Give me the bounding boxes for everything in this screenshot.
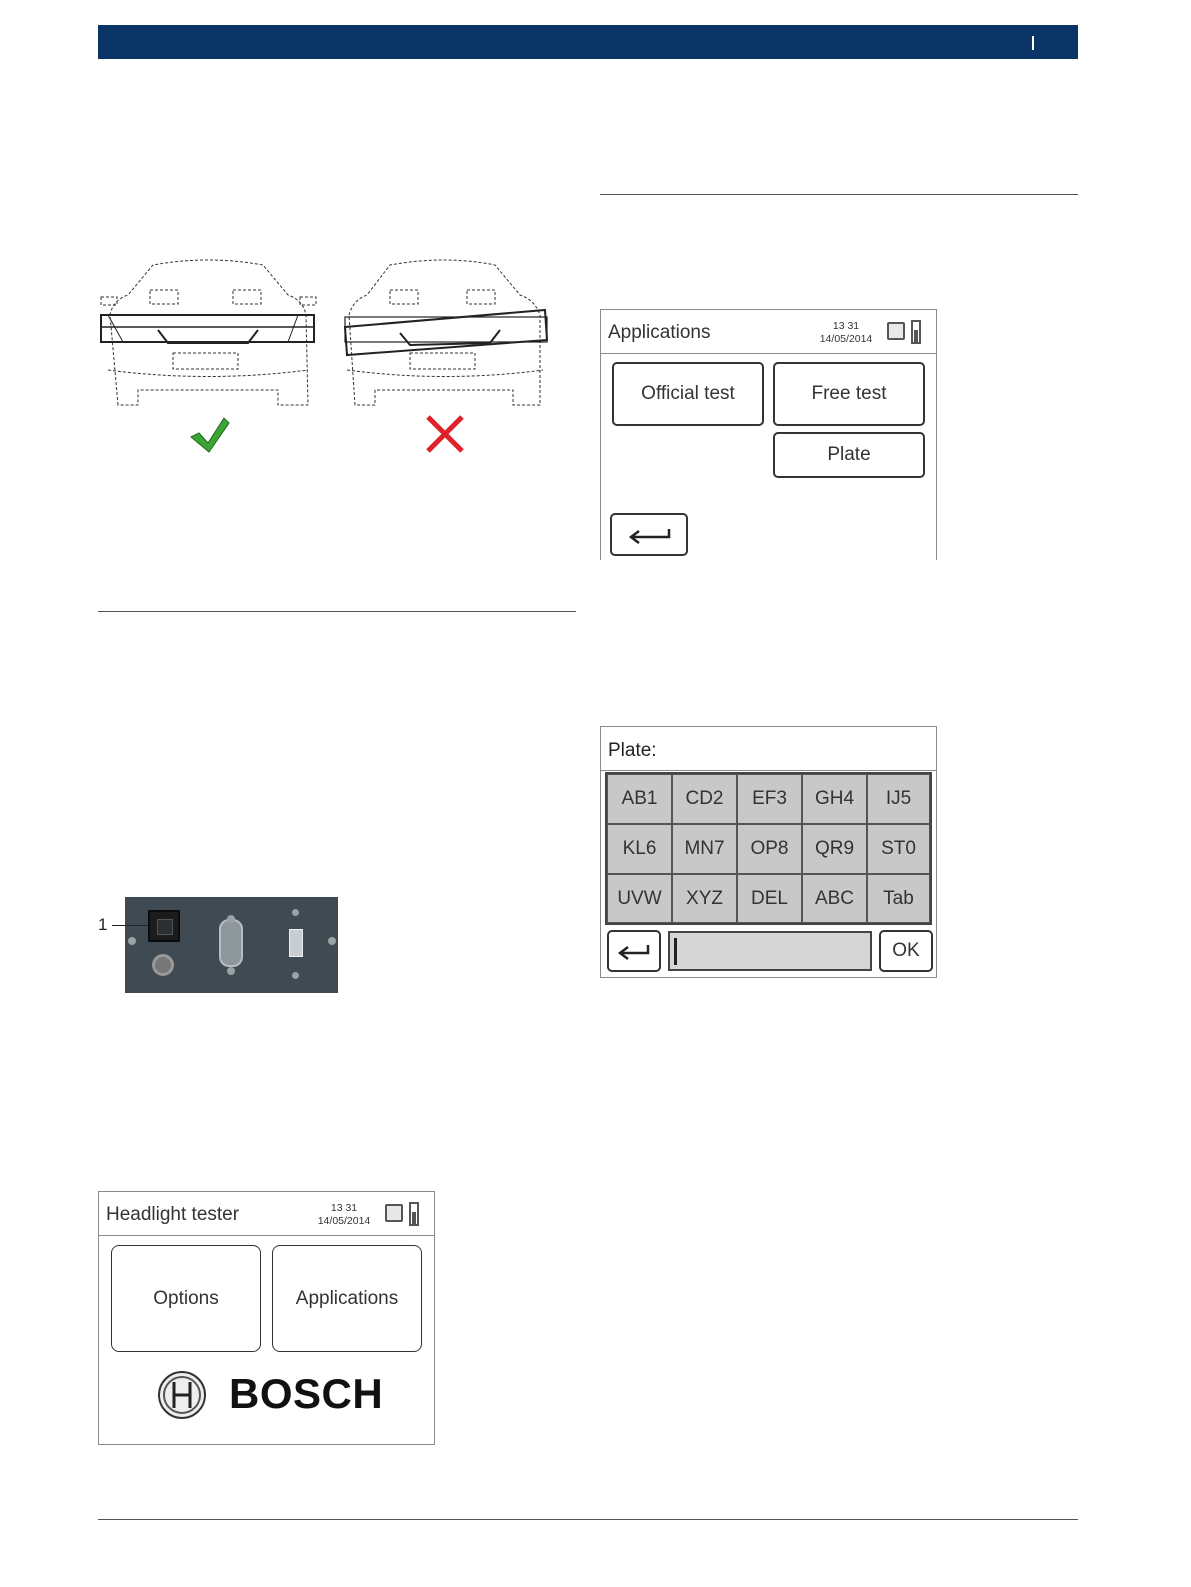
key[interactable]: MN7 [672,824,737,874]
key[interactable]: UVW [607,874,672,923]
screw-icon [227,915,235,923]
key-abc[interactable]: ABC [802,874,867,923]
callout-number: 1 [98,915,108,934]
clock-time: 13 31 [330,1202,358,1214]
key[interactable]: XYZ [672,874,737,923]
clock-time: 13 31 [832,320,860,332]
text-cursor [674,938,677,965]
screen-title: Applications [608,322,711,343]
round-connector-icon[interactable] [152,954,174,976]
pc-icon [887,322,905,340]
key[interactable]: QR9 [802,824,867,874]
key[interactable]: ST0 [867,824,930,874]
battery-icon [911,320,921,344]
back-button[interactable] [607,930,661,972]
plate-label: Plate: [608,740,657,761]
applications-titlebar [601,310,936,354]
screw-icon [292,972,299,979]
applications-screen [600,309,937,560]
official-test-button[interactable]: Official test [612,362,764,426]
pc-icon [385,1204,403,1222]
ok-button[interactable]: OK [879,930,933,972]
key[interactable]: AB1 [607,774,672,824]
key[interactable]: EF3 [737,774,802,824]
key-tab[interactable]: Tab [867,874,930,923]
car-rear-incorrect-icon [347,260,543,405]
alignment-figure [98,255,558,460]
headlight-titlebar [99,1192,434,1236]
clock [309,1202,379,1228]
keyboard [605,772,932,925]
header-bar [98,25,1078,59]
key-del[interactable]: DEL [737,874,802,923]
bosch-logo-icon [157,1370,207,1420]
free-test-button[interactable]: Free test [773,362,925,426]
applications-button[interactable]: Applications [272,1245,422,1352]
brand-wordmark: BOSCH [229,1370,384,1417]
options-button[interactable]: Options [111,1245,261,1352]
screen-title: Headlight tester [106,1204,240,1225]
clock-date: 14/05/2014 [819,333,873,345]
headlight-screen [98,1191,435,1445]
section-rule-right [600,194,1078,195]
key[interactable]: KL6 [607,824,672,874]
clock [811,320,881,346]
serial-port-icon[interactable] [219,919,243,967]
header-separator [1032,36,1034,50]
screw-icon [128,937,136,945]
plate-input[interactable] [668,931,872,971]
power-button-icon[interactable] [148,910,180,942]
checkmark-icon [191,418,229,452]
enter-arrow-icon [625,525,673,545]
plate-screen [600,726,937,978]
key[interactable]: GH4 [802,774,867,824]
cross-icon [428,417,462,451]
key[interactable]: CD2 [672,774,737,824]
beam-band-incorrect [345,310,547,355]
usb-port-icon[interactable] [289,929,303,957]
clock-date: 14/05/2014 [317,1215,371,1227]
connector-panel [125,897,338,993]
key[interactable]: OP8 [737,824,802,874]
enter-arrow-icon [616,941,652,961]
beam-band-correct [101,315,314,343]
screw-icon [292,909,299,916]
back-button[interactable] [610,513,688,556]
screw-icon [227,967,235,975]
key[interactable]: IJ5 [867,774,930,824]
battery-icon [409,1202,419,1226]
footer-rule [98,1519,1078,1520]
plate-button[interactable]: Plate [773,432,925,478]
screw-icon [328,937,336,945]
car-rear-correct-icon [101,260,316,405]
section-rule-left [98,611,576,612]
callout-line [112,925,148,926]
